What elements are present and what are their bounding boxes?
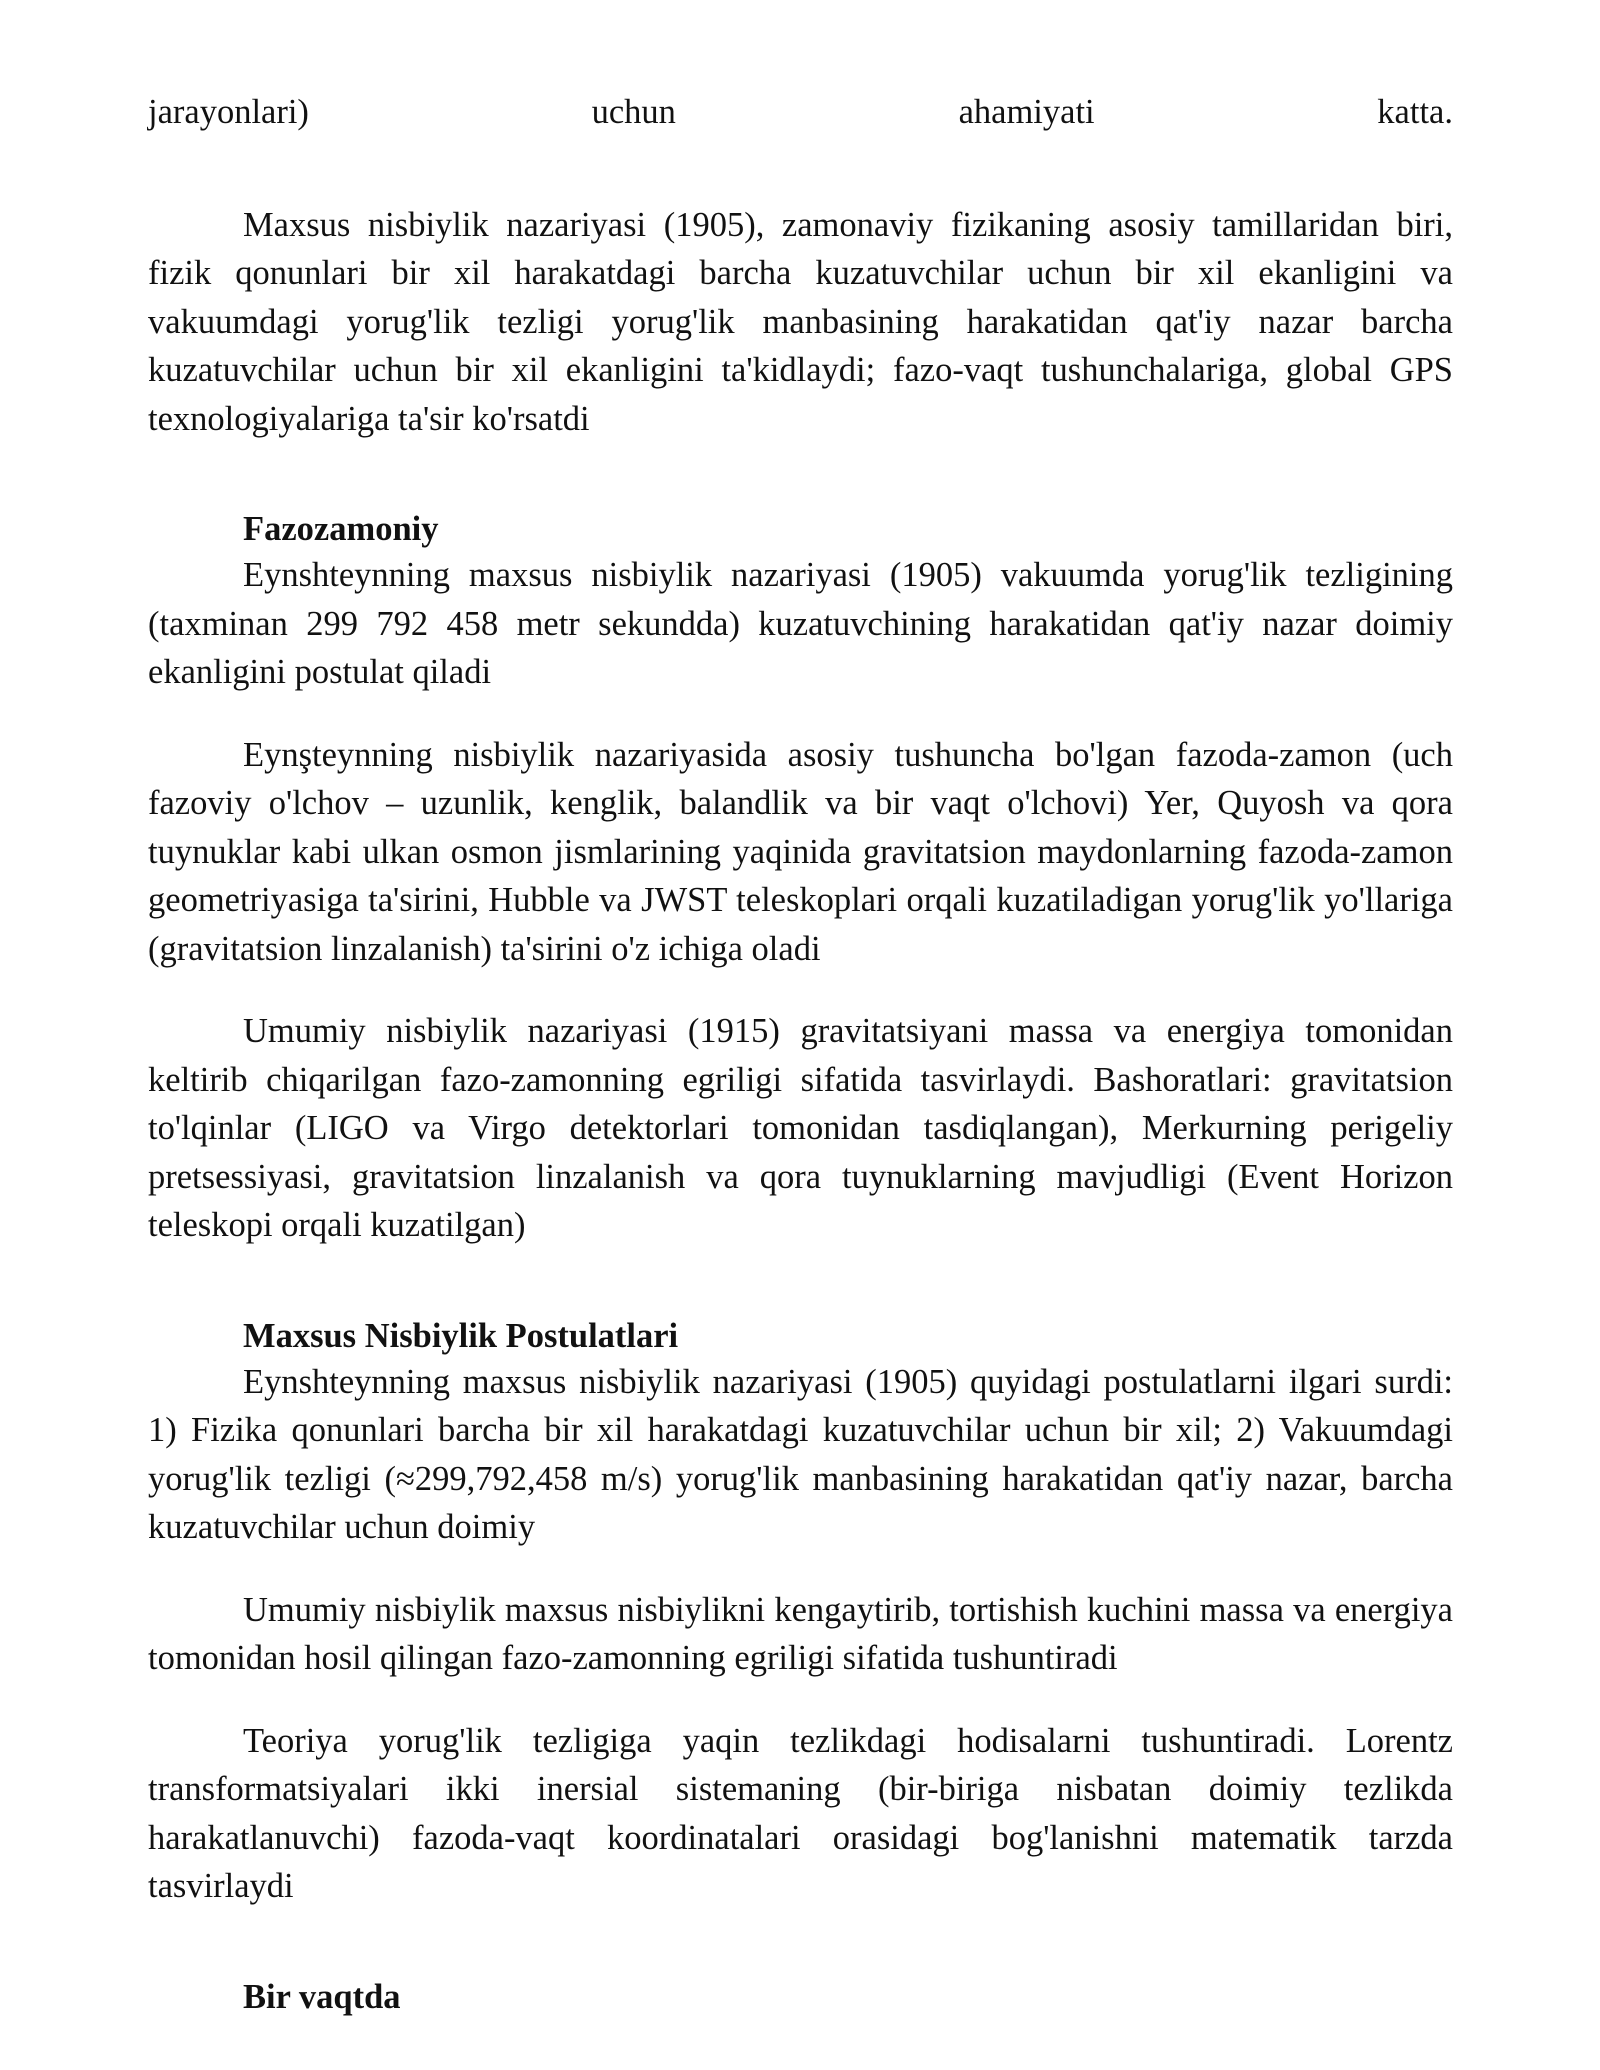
continued-word: katta. (1377, 93, 1453, 131)
paragraph-gravity-curvature: Umumiy nisbiylik maxsus nisbiylikni kengaytirib, tortishish kuchini massa va energiya tomonidan hosil qilingan fazo-zamonning egriligi sifatida tushuntiradi (148, 1590, 1453, 1677)
section-heading-postulates: Maxsus Nisbiylik Postulatlari (243, 1316, 679, 1355)
section-heading-simultaneity: Bir vaqtda (243, 1977, 401, 2016)
spacer (148, 1552, 1453, 1586)
spacer (148, 1683, 1453, 1717)
paragraph-light-speed-postulate: Eynshteynning maxsus nisbiylik nazariyasi (1905) vakuumda yorug'lik tezligining (taxminan 299 792 458 metr sekundda) kuzatuvchining harakatidan qat'iy nazar doimiy ekanligini postulat qiladi (148, 556, 1453, 691)
paragraph-special-relativity-intro: Maxsus nisbiylik nazariyasi (1905), zamonaviy fizikaning asosiy tamillaridan biri, fizik qonunlari bir xil harakatdagi barcha kuzatuvchilar uchun bir xil ekanligini va vakuumdagi yorug'lik tezligi yorug'lik manbasining harakatidan qat'iy nazar barcha kuzatuvchilar uchun bir xil ekanligini ta'kidlaydi; fazo-vaqt tushunchalariga, global GPS texnologiyalariga ta'sir ko'rsatdi (148, 205, 1453, 438)
continued-line (148, 88, 1453, 137)
paragraph-lorentz-transformations: Teoriya yorug'lik tezligiga yaqin tezlikdagi hodisalarni tushuntiradi. Lorentz transformatsiyalari ikki inersial sistemaning (bir-biriga nisbatan doimiy tezlikda harakatlanuvchi) fazoda-vaqt koordinatalari orasidagi bog'lanishni matematik tarzda tasvirlaydi (148, 1721, 1453, 1905)
spacer (148, 1911, 1453, 1975)
spacer (148, 973, 1453, 1007)
paragraph-general-relativity: Umumiy nisbiylik nazariyasi (1915) gravitatsiyani massa va energiya tomonidan keltirib chiqarilgan fazo-zamonning egriligi sifatida tasvirlaydi. Bashoratlari: gravitatsion to'lqinlar (LIGO va Virgo detektorlari tomonidan tasdiqlangan), Merkurning perigeliy pretsessiyasi, gravitatsion linzalanish va qora tuynuklarning mavjudligi (Event Horizon teleskopi orqali kuzatilgan) (148, 1012, 1453, 1244)
paragraph-spacetime-concept: Eynşteynning nisbiylik nazariyasida asosiy tushuncha bo'lgan fazoda-zamon (uch fazoviy o'lchov – uzunlik, kenglik, balandlik va bir vaqt o'lchovi) Yer, Quyosh va qora tuynuklar kabi ulkan osmon jismlarining yaqinida gravitatsion maydonlarning fazoda-zamon geometriyasiga ta'sirini, Hubble va JWST teleskoplari orqali kuzatiladigan yorug'lik yo'llariga (gravitatsion linzalanish) ta'sirini o'z ichiga oladi (148, 735, 1453, 968)
section-heading-fazozamoniy: Fazozamoniy (243, 510, 439, 548)
continued-word: jarayonlari) (148, 93, 309, 131)
spacer (148, 1250, 1453, 1314)
spacer (148, 137, 1453, 201)
continued-word: uchun (591, 93, 676, 131)
continued-word: ahamiyati (958, 93, 1095, 131)
document-page (148, 88, 1453, 2019)
paragraph-postulates: Eynshteynning maxsus nisbiylik nazariyasi (1905) quyidagi postulatlarni ilgari surdi: 1) Fizika qonunlari barcha bir xil harakatdagi kuzatuvchilar uchun bir xil; 2) Vakuumdagi yorug'lik tezligi (≈299,792,458 m/s) yorug'lik manbasining harakatidan qat'iy nazar, barcha kuzatuvchilar uchun doimiy (148, 1362, 1453, 1546)
spacer (148, 443, 1453, 507)
spacer (148, 697, 1453, 731)
